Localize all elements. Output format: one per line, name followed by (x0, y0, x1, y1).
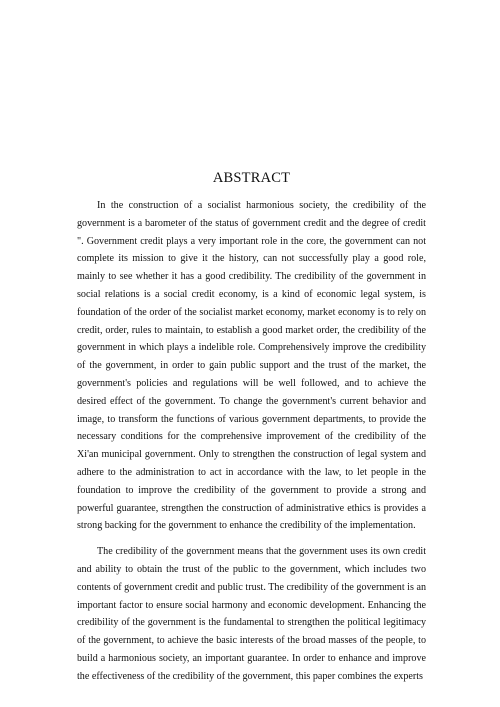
abstract-title: ABSTRACT (212, 170, 291, 186)
abstract-paragraph-2: The credibility of the government means that the government uses its own credit and ability to obtain the trust of the public to the government, which includes two contents of government credit and public trust. The credibility of the government is an important factor to ensure social harmony and economic development. Enhancing the credibility of the government is the fundamental to strengthen the political legitimacy of the government, to achieve the basic interests of the broad masses of the people, to build a harmonious society, an important guarantee. In order to enhance and improve the effectiveness of the credibility of the government, this paper combines the experts (77, 546, 426, 682)
abstract-section (77, 170, 426, 686)
abstract-paragraph-1: In the construction of a socialist harmonious society, the credibility of the government is a barometer of the status of government credit and the degree of credit ". Government credit plays a very important role in the core, the government can not complete its mission to give it the history, can not successfully play a good role, mainly to see whether it has a good credibility. The credibility of the government in social relations is a social credit economy, is a kind of economic legal system, is foundation of the order of the socialist market economy, market economy is to rely on credit, order, rules to maintain, to establish a good market order, the credibility of the government in which plays a indelible role. Comprehensively improve the credibility of the government, in order to gain public support and the trust of the market, the government's policies and regulations will be well followed, and to achieve the desired effect of the government. To change the government's current behavior and image, to transform the functions of various government departments, to provide the necessary conditions for the comprehensive improvement of the credibility of the Xi'an municipal government. Only to strengthen the construction of legal system and adhere to the administration to act in accordance with the law, to let people in the foundation to improve the credibility of the government to provide a strong and powerful guarantee, strengthen the construction of administrative ethics is provides a strong backing for the government to enhance the credibility of the implementation. (77, 200, 426, 532)
